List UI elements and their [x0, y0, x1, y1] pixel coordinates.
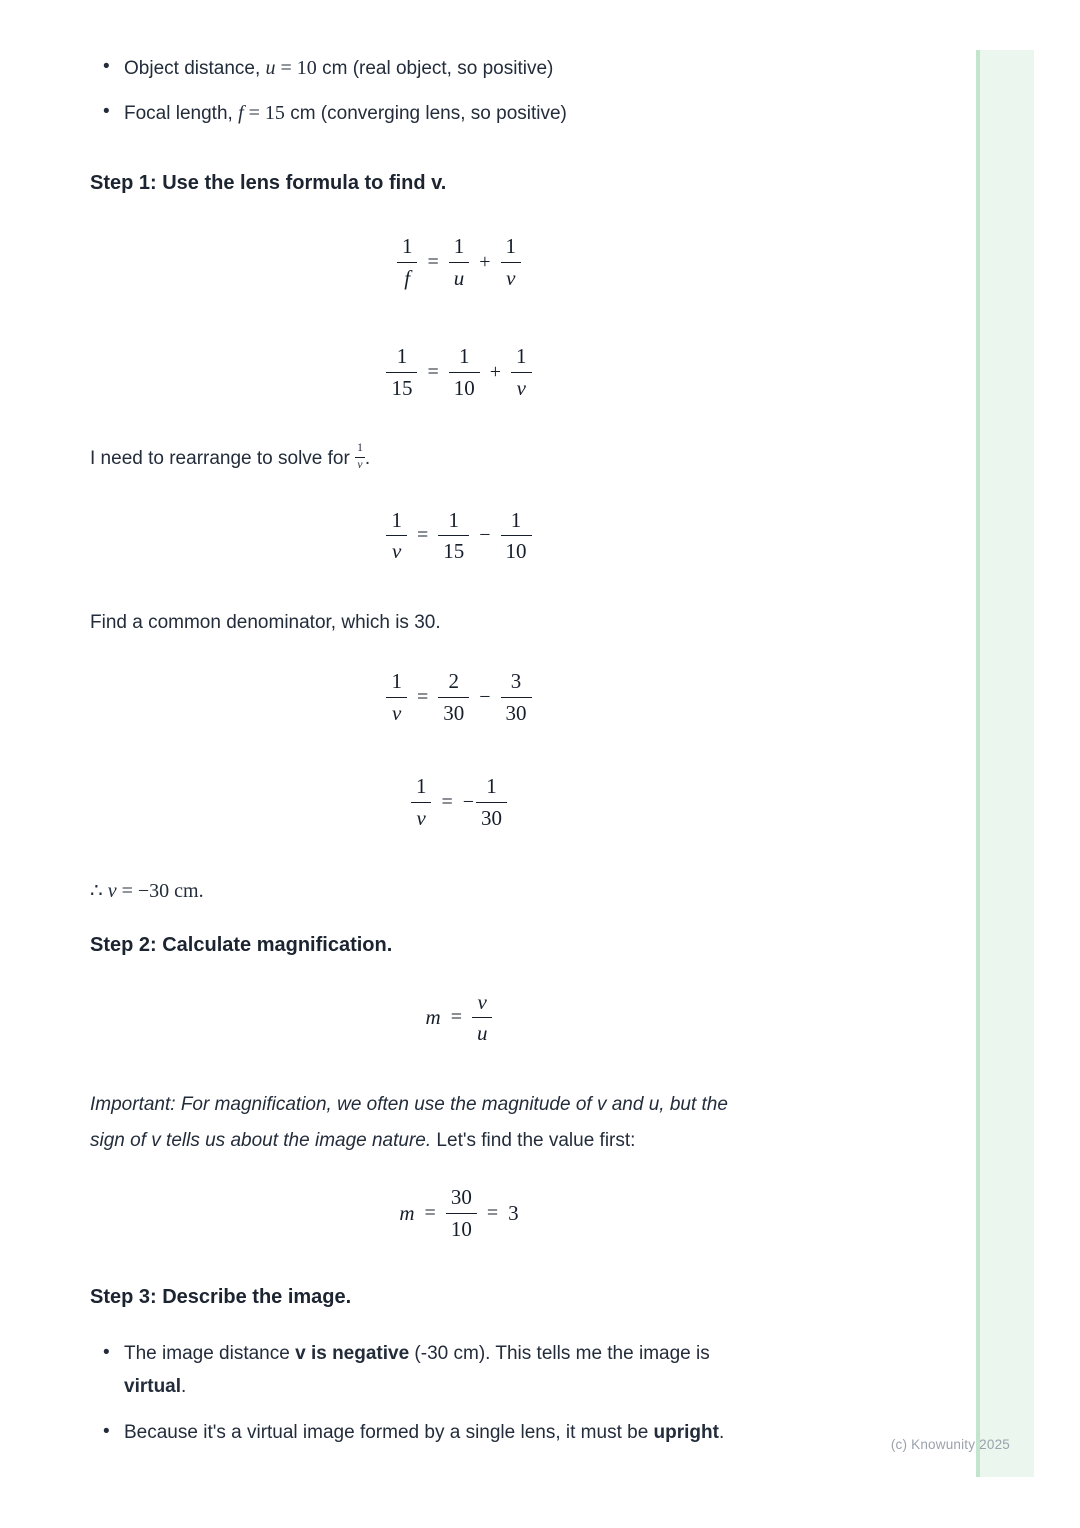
math-operator: = — [424, 1201, 436, 1224]
bold-text: v is negative — [295, 1343, 410, 1365]
fraction-denominator: 15 — [443, 539, 465, 564]
fraction — [438, 670, 469, 724]
fraction-numerator: 30 — [446, 1186, 477, 1214]
math-operator: − — [479, 524, 491, 547]
fraction — [501, 235, 522, 289]
math-text — [108, 880, 117, 902]
fraction-numerator: 1 — [501, 509, 532, 537]
equation-lens-formula-values — [90, 345, 828, 399]
fraction — [411, 775, 432, 829]
math-text: u = 10 — [265, 57, 317, 79]
text: Focal length, — [124, 103, 239, 124]
text: (-30 cm). This tells me the image is — [409, 1343, 710, 1365]
text: cm (real object, so positive) — [316, 58, 554, 79]
list-item-upright-image — [90, 1416, 828, 1449]
fraction — [397, 235, 418, 289]
text: Let's find the value first: — [431, 1130, 636, 1152]
italic-text: sign of v tells us about the image nature. — [90, 1130, 432, 1152]
bullet-icon: • — [103, 101, 110, 122]
math-operator: = — [416, 685, 429, 708]
math-variable: v — [416, 806, 426, 831]
fraction-denominator — [386, 536, 407, 563]
fraction-denominator: 10 — [450, 1216, 472, 1241]
fraction — [446, 1186, 477, 1240]
math-operator: = — [441, 791, 453, 814]
list-item-virtual-image — [90, 1337, 828, 1403]
equation-rearranged — [90, 509, 828, 563]
paragraph-rearrange — [90, 444, 828, 473]
math-operator: = — [450, 1006, 462, 1029]
text: . — [181, 1376, 187, 1398]
math-text: f = 15 — [238, 102, 285, 124]
fraction-denominator: 30 — [443, 700, 465, 725]
fraction-numerator: 1 — [449, 235, 470, 263]
fraction — [449, 345, 480, 399]
list-item-text — [124, 1422, 724, 1443]
fraction-denominator: 10 — [453, 376, 475, 401]
math-variable: v — [392, 700, 402, 725]
fraction-numerator — [472, 991, 493, 1019]
fraction-numerator: 1 — [386, 509, 407, 537]
list-item-focal-length — [90, 99, 828, 128]
copyright-watermark: (c) Knowunity 2025 — [890, 1437, 1010, 1452]
solution-content — [90, 48, 828, 1462]
fraction-numerator: 1 — [397, 235, 418, 263]
fraction-denominator — [411, 803, 432, 830]
math-variable: v — [516, 376, 526, 401]
math-number: 3 — [508, 1200, 519, 1225]
equation-negative-result — [90, 775, 828, 829]
fraction-numerator: 1 — [438, 509, 469, 537]
equation-magnification-formula — [90, 991, 828, 1045]
fraction — [501, 509, 532, 563]
math-variable: v — [506, 265, 516, 290]
bold-text: virtual — [124, 1376, 182, 1398]
math-upright-text: = −30 cm. — [116, 879, 204, 902]
text: Object distance, — [124, 58, 266, 79]
fraction — [476, 775, 507, 829]
fraction-numerator: 1 — [355, 443, 365, 458]
fraction-numerator: 1 — [386, 345, 417, 373]
equation-common-denominator — [90, 670, 828, 724]
fraction-denominator — [472, 1018, 493, 1045]
fraction-denominator — [386, 698, 407, 725]
fraction — [386, 345, 417, 399]
fraction-numerator: 1 — [511, 345, 532, 373]
fraction — [438, 509, 469, 563]
fraction — [501, 670, 532, 724]
math-operator: = — [427, 361, 439, 384]
paragraph-common-denominator: Find a common denominator, which is 30. — [90, 612, 441, 634]
list-item-text — [124, 1343, 710, 1397]
step3-heading: Step 3: Describe the image. — [90, 1286, 352, 1309]
math-variable: m — [399, 1200, 415, 1225]
fraction — [386, 509, 407, 563]
text: cm (converging lens, so positive) — [284, 103, 567, 124]
fraction-numerator: 1 — [449, 345, 480, 373]
given-values-list — [90, 48, 828, 144]
fraction — [386, 670, 407, 724]
italic-text: Important: For magnification, we often use the magnitude of v and u, but the — [90, 1094, 728, 1116]
math-operator: − — [479, 685, 491, 708]
fraction — [511, 345, 532, 399]
math-variable: f — [404, 265, 411, 290]
math-variable: m — [425, 1005, 441, 1030]
fraction-numerator: 3 — [501, 670, 532, 698]
math-operator: + — [489, 361, 502, 384]
fraction-numerator: 1 — [476, 775, 507, 803]
list-item-object-distance — [90, 54, 828, 83]
bullet-icon: • — [103, 56, 110, 77]
fraction-denominator — [449, 263, 470, 290]
fraction-numerator: 1 — [411, 775, 432, 803]
math-upright-text: ∴ — [90, 879, 108, 902]
rearrange-suffix: . — [364, 447, 371, 469]
rearrange-prefix: I need to rearrange to solve for — [90, 447, 356, 469]
fraction-numerator: 1 — [501, 235, 522, 263]
fraction — [449, 235, 470, 289]
negative-sign: − — [462, 791, 475, 814]
math-operator: = — [427, 250, 439, 273]
equation-lens-formula — [90, 235, 828, 289]
math-operator: = — [416, 524, 429, 547]
bullet-icon: • — [103, 1421, 110, 1443]
bold-text: upright — [653, 1422, 719, 1444]
list-item-text — [124, 58, 553, 79]
paragraph-important-note — [90, 1087, 828, 1159]
conclusion-list — [90, 1337, 828, 1462]
bullet-icon: • — [103, 1342, 110, 1364]
math-variable: v — [477, 989, 487, 1014]
math-variable: u — [453, 265, 465, 290]
math-variable: v — [107, 879, 117, 902]
fraction-numerator: 2 — [438, 670, 469, 698]
fraction-numerator: 1 — [386, 670, 407, 698]
fraction — [472, 991, 493, 1045]
equation-magnification-value — [90, 1186, 828, 1240]
math-variable: u — [476, 1021, 488, 1046]
math-variable: f — [238, 102, 244, 124]
fraction-denominator — [511, 373, 532, 400]
fraction-denominator: 10 — [505, 539, 527, 564]
side-highlight-bar — [976, 50, 1034, 1477]
text: . — [718, 1422, 725, 1444]
inline-fraction-one-over-v — [355, 443, 365, 471]
step2-heading: Step 2: Calculate magnification. — [90, 933, 393, 956]
text: The image distance — [124, 1343, 296, 1365]
fraction-denominator: 30 — [505, 700, 527, 725]
math-operator: = — [486, 1201, 499, 1224]
paragraph-therefore — [90, 877, 828, 906]
fraction-denominator: v — [357, 458, 363, 471]
math-variable: u — [265, 57, 276, 79]
math-operator: + — [479, 250, 491, 273]
fraction-denominator: 15 — [391, 376, 413, 401]
step1-heading: Step 1: Use the lens formula to find v. — [90, 172, 447, 194]
list-item-text — [124, 103, 567, 124]
fraction-denominator — [397, 263, 418, 290]
math-variable: v — [392, 539, 402, 564]
text: Because it's a virtual image formed by a single lens, it must be — [124, 1422, 654, 1444]
fraction-denominator — [501, 263, 522, 290]
fraction-denominator: 30 — [481, 806, 503, 831]
